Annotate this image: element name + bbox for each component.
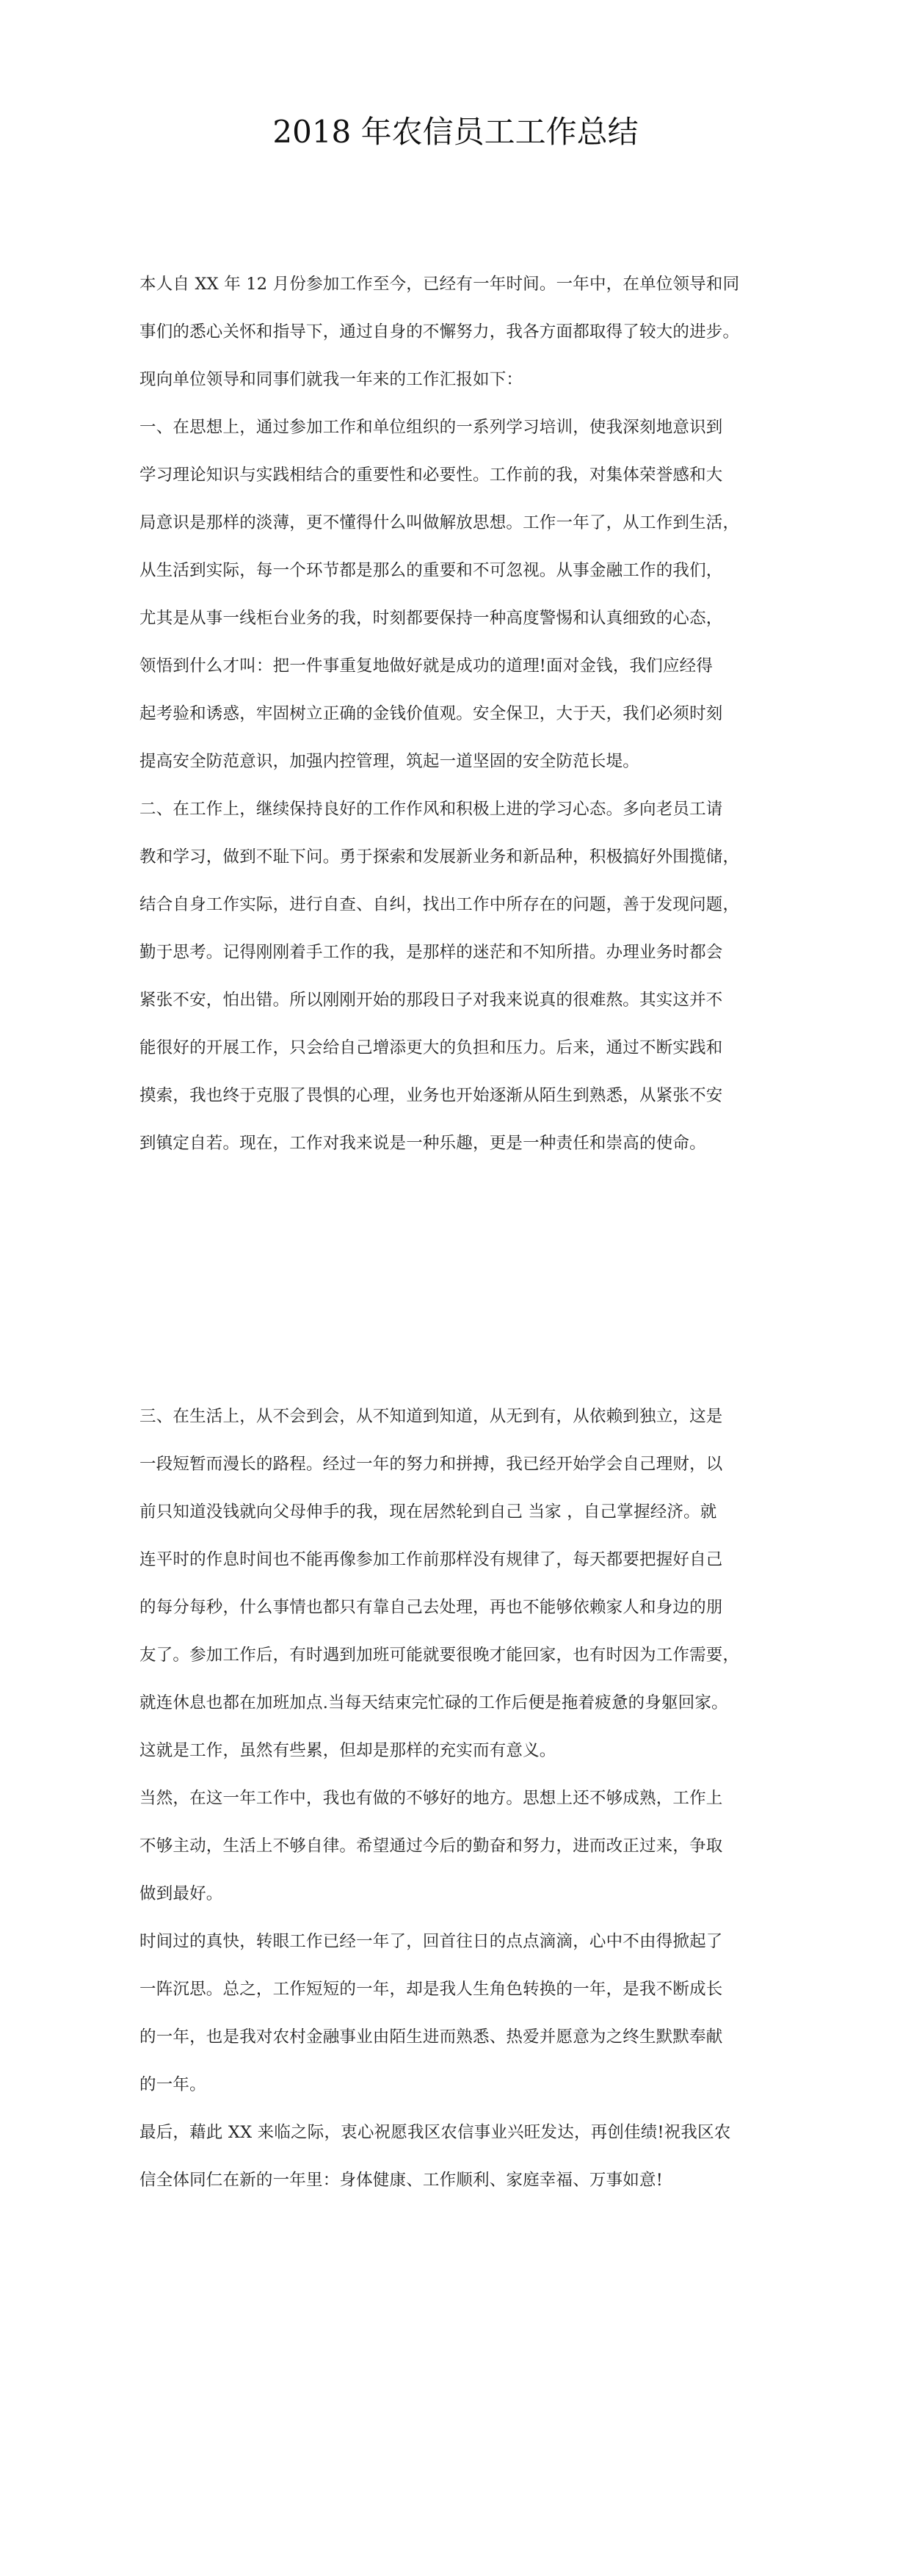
text-line: 三、在生活上，从不会到会，从不知道到知道，从无到有，从依赖到独立，这是 bbox=[139, 1407, 723, 1426]
document-body-part-1 bbox=[139, 261, 778, 1168]
document-body-part-2 bbox=[139, 1393, 778, 2204]
text-line: 紧张不安，怕出错。所以刚刚开始的那段日子对我来说真的很难熬。其实这并不 bbox=[139, 991, 723, 1010]
text-line: 本人自 XX 年 12 月份参加工作至今，已经有一年时间。一年中，在单位领导和同 bbox=[139, 275, 740, 294]
text-line: 现向单位领导和同事们就我一年来的工作汇报如下： bbox=[139, 370, 523, 389]
text-line: 最后，藉此 XX 来临之际，衷心祝愿我区农信事业兴旺发达，再创佳绩!祝我区农 bbox=[139, 2123, 731, 2142]
text-line: 结合自身工作实际，进行自查、自纠，找出工作中所存在的问题，善于发现问题， bbox=[139, 895, 740, 914]
text-line: 摸索，我也终于克服了畏惧的心理，业务也开始逐渐从陌生到熟悉，从紧张不安 bbox=[139, 1086, 723, 1105]
text-line: 友了。参加工作后，有时遇到加班可能就要很晚才能回家，也有时因为工作需要， bbox=[139, 1646, 740, 1665]
text-line: 时间过的真快，转眼工作已经一年了，回首往日的点点滴滴，心中不由得掀起了 bbox=[139, 1932, 723, 1951]
text-line: 到镇定自若。现在，工作对我来说是一种乐趣，更是一种责任和崇高的使命。 bbox=[139, 1134, 706, 1153]
text-line: 做到最好。 bbox=[139, 1884, 223, 1903]
text-line: 一、在思想上，通过参加工作和单位组织的一系列学习培训，使我深刻地意识到 bbox=[139, 418, 723, 437]
text-line: 能很好的开展工作，只会给自己增添更大的负担和压力。后来，通过不断实践和 bbox=[139, 1038, 723, 1057]
text-line: 起考验和诱惑，牢固树立正确的金钱价值观。安全保卫，大于天，我们必须时刻 bbox=[139, 704, 723, 723]
text-line: 不够主动，生活上不够自律。希望通过今后的勤奋和努力，进而改正过来，争取 bbox=[139, 1837, 723, 1856]
text-line: 的一年。 bbox=[139, 2075, 206, 2094]
text-line: 二、在工作上，继续保持良好的工作作风和积极上进的学习心态。多向老员工请 bbox=[139, 800, 723, 819]
text-line: 学习理论知识与实践相结合的重要性和必要性。工作前的我，对集体荣誉感和大 bbox=[139, 466, 723, 485]
text-line: 一段短暂而漫长的路程。经过一年的努力和拼搏，我已经开始学会自己理财，以 bbox=[139, 1455, 723, 1474]
text-line: 一阵沉思。总之，工作短短的一年，却是我人生角色转换的一年，是我不断成长 bbox=[139, 1980, 723, 1999]
text-line: 的每分每秒，什么事情也都只有靠自己去处理，再也不能够依赖家人和身边的朋 bbox=[139, 1598, 723, 1617]
text-line: 前只知道没钱就向父母伸手的我，现在居然轮到自己 当家 ，自己掌握经济。就 bbox=[139, 1502, 717, 1522]
document-title: 2018 年农信员工工作总结 bbox=[272, 114, 639, 150]
text-line: 从生活到实际，每一个环节都是那么的重要和不可忽视。从事金融工作的我们， bbox=[139, 561, 723, 580]
text-line: 当然，在这一年工作中，我也有做的不够好的地方。思想上还不够成熟，工作上 bbox=[139, 1789, 723, 1808]
text-line: 的一年，也是我对农村金融事业由陌生进而熟悉、热爱并愿意为之终生默默奉献 bbox=[139, 2027, 723, 2047]
text-line: 局意识是那样的淡薄，更不懂得什么叫做解放思想。工作一年了，从工作到生活， bbox=[139, 513, 740, 532]
text-line: 就连休息也都在加班加点.当每天结束完忙碌的工作后便是拖着疲惫的身躯回家。 bbox=[139, 1693, 728, 1712]
text-line: 勤于思考。记得刚刚着手工作的我，是那样的迷茫和不知所措。办理业务时都会 bbox=[139, 943, 723, 962]
text-line: 提高安全防范意识，加强内控管理，筑起一道坚固的安全防范长堤。 bbox=[139, 752, 640, 771]
text-line: 尤其是从事一线柜台业务的我，时刻都要保持一种高度警惕和认真细致的心态， bbox=[139, 609, 723, 628]
text-line: 教和学习，做到不耻下问。勇于探索和发展新业务和新品种，积极搞好外围揽储， bbox=[139, 847, 740, 866]
text-line: 信全体同仁在新的一年里：身体健康、工作顺利、家庭幸福、万事如意! bbox=[139, 2171, 663, 2190]
text-line: 这就是工作，虽然有些累，但却是那样的充实而有意义。 bbox=[139, 1741, 556, 1760]
text-line: 事们的悉心关怀和指导下，通过自身的不懈努力，我各方面都取得了较大的进步。 bbox=[139, 322, 740, 341]
text-line: 领悟到什么才叫：把一件事重复地做好就是成功的道理!面对金钱，我们应经得 bbox=[139, 656, 714, 676]
text-line: 连平时的作息时间也不能再像参加工作前那样没有规律了，每天都要把握好自己 bbox=[139, 1550, 723, 1569]
